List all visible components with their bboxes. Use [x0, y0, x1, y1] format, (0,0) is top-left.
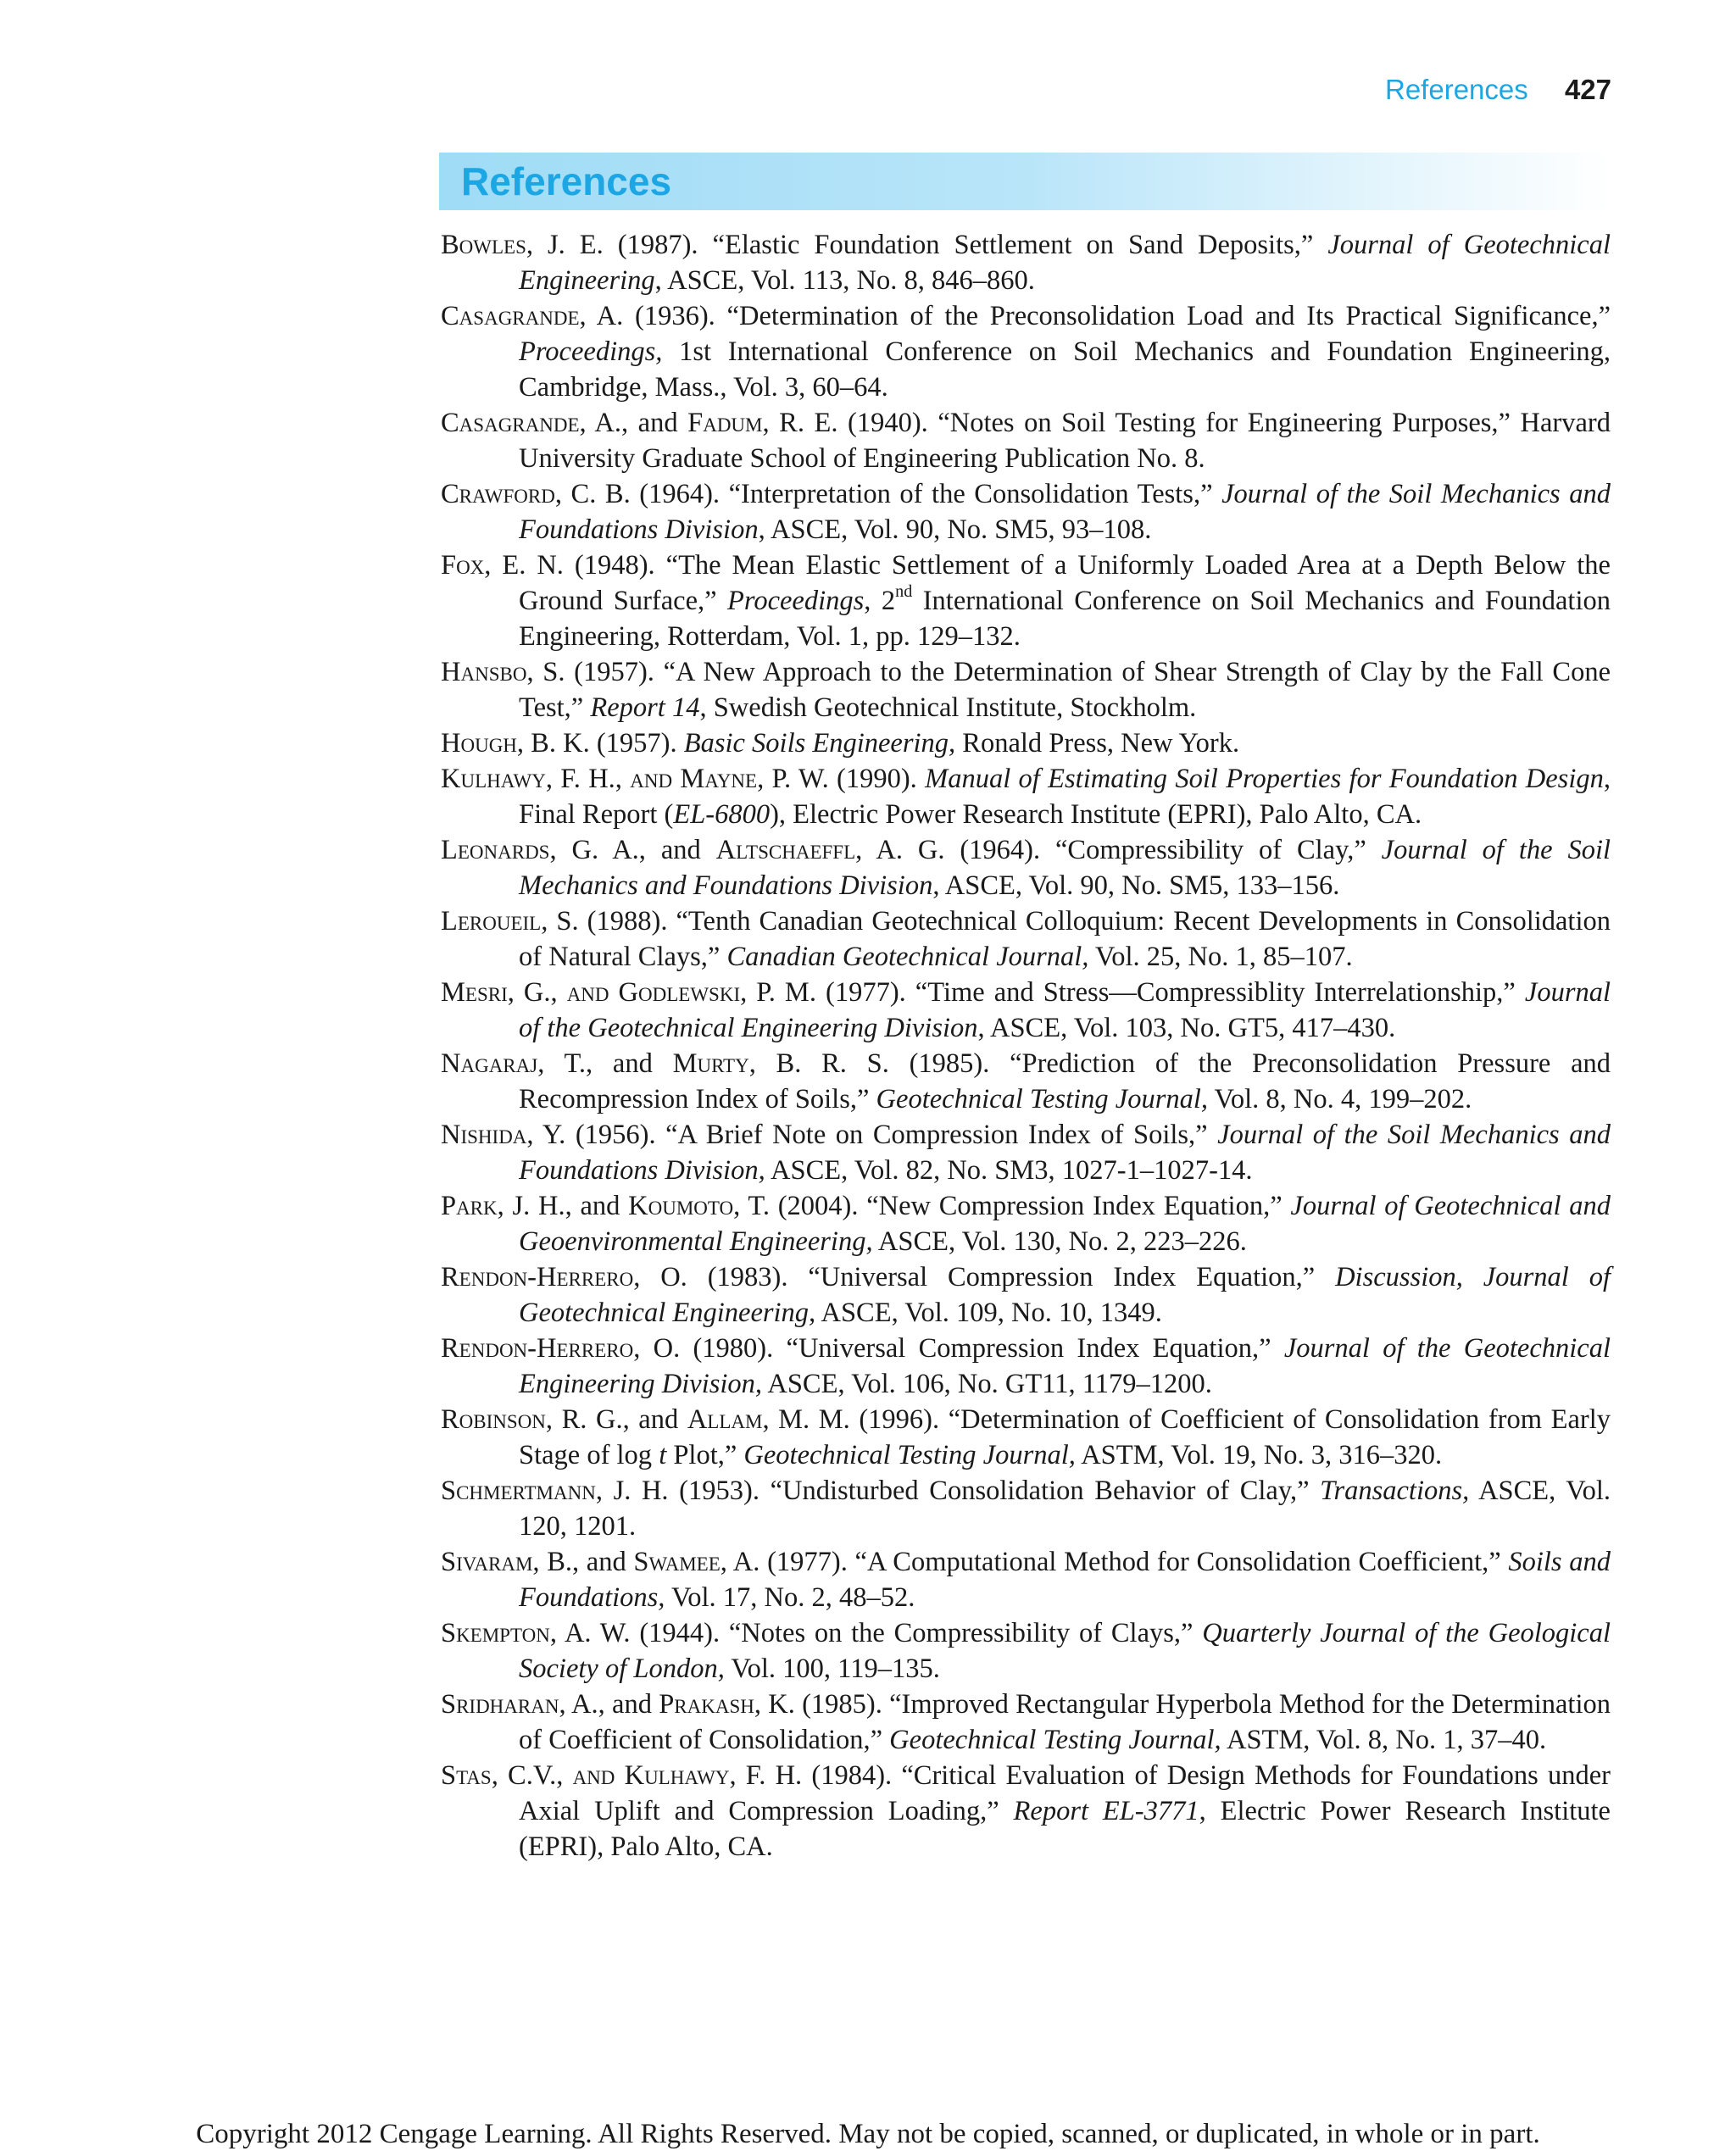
author-name: Kulhawy	[441, 764, 546, 794]
author-name: Altschaeffl	[715, 835, 856, 865]
running-head	[1385, 73, 1611, 107]
page-number: 427	[1564, 74, 1611, 105]
publication-title: Journal of the Geotechnical Engineering Division,	[519, 1333, 1611, 1399]
reference-entry	[441, 476, 1611, 547]
author-name: Murty	[672, 1048, 749, 1079]
publication-title: EL-6800	[673, 799, 771, 830]
author-name: and Mayne	[630, 764, 758, 794]
reference-text: , Y. (1956). “A Brief Note on Compression Index of Soils,”	[526, 1120, 1218, 1150]
publication-title: Quarterly Journal of the Geological Society of London,	[519, 1618, 1611, 1684]
reference-text: , P. W. (1990).	[757, 764, 926, 794]
publication-title: Canadian Geotechnical Journal,	[726, 942, 1089, 972]
author-name: Hansbo	[441, 657, 527, 687]
reference-text: 1st International Conference on Soil Mechanics and Foundation Engineering, Cambridge, Mass., Vol. 3, 60–64.	[519, 336, 1611, 403]
reference-entry	[441, 1687, 1611, 1758]
author-name: Sivaram	[441, 1547, 533, 1577]
reference-entry	[441, 1259, 1611, 1331]
reference-entry	[441, 1544, 1611, 1615]
publication-title: Report EL-3771	[1013, 1796, 1199, 1826]
reference-text: , G.,	[507, 977, 567, 1008]
author-name: Allam	[687, 1404, 763, 1435]
reference-entry	[441, 1046, 1611, 1117]
author-name: and Kulhawy	[572, 1760, 730, 1791]
publication-title: Journal of Geotechnical Engineering	[519, 230, 1611, 296]
reference-text: , T. (2004). “New Compression Index Equation,”	[733, 1191, 1291, 1221]
author-name: Casagrande	[441, 408, 580, 438]
reference-text: Vol. 8, No. 4, 199–202.	[1208, 1084, 1472, 1114]
reference-text: , P. M. (1977). “Time and Stress—Compressiblity Interrelationship,”	[740, 977, 1525, 1008]
reference-text: , Final Report (	[519, 764, 1611, 830]
author-name: Nagaraj	[441, 1048, 538, 1079]
reference-text: , O. (1983). “Universal Compression Index Equation,”	[633, 1262, 1336, 1292]
publication-title: Geotechnical Testing Journal,	[876, 1084, 1209, 1114]
author-name: Schmertmann	[441, 1476, 596, 1506]
reference-entry	[441, 1402, 1611, 1473]
reference-entry	[441, 1188, 1611, 1259]
publication-title: Transactions,	[1320, 1476, 1470, 1506]
reference-entry	[441, 227, 1611, 298]
reference-entry	[441, 547, 1611, 654]
reference-entry	[441, 832, 1611, 903]
reference-text: , ASCE, Vol. 90, No. SM5, 133–156.	[932, 870, 1340, 901]
reference-text: , J. H. (1953). “Undisturbed Consolidation Behavior of Clay,”	[595, 1476, 1321, 1506]
publication-title: Manual of Estimating Soil Properties for Foundation Design	[925, 764, 1604, 794]
author-name: Swamee	[633, 1547, 721, 1577]
author-name: Koumoto	[628, 1191, 734, 1221]
reference-entry	[441, 1473, 1611, 1544]
author-name: Sridharan	[441, 1689, 559, 1720]
reference-text: ASCE, Vol. 109, No. 10, 1349.	[815, 1298, 1162, 1328]
reference-text: , E. N. (1948). “The Mean Elastic Settlement of a Uniformly Loaded Area at a Depth Below the Ground Surface,”	[484, 550, 1611, 616]
reference-text: , B. R. S. (1985). “Prediction of the Preconsolidation Pressure and Recompression Index of Soils,”	[519, 1048, 1611, 1114]
reference-text: , G. A., and	[549, 835, 716, 865]
reference-entry	[441, 654, 1611, 725]
section-heading-band	[439, 153, 1612, 210]
author-name: Bowles	[441, 230, 526, 260]
reference-text: , S. (1957). “A New Approach to the Determination of Shear Strength of Clay by the Fall Cone Test,”	[519, 657, 1611, 723]
reference-text: , A. W. (1944). “Notes on the Compressibility of Clays,”	[549, 1618, 1203, 1648]
reference-text: ASCE, Vol. 106, No. GT11, 1179–1200.	[762, 1369, 1212, 1399]
author-name: Hough	[441, 728, 517, 759]
reference-entry	[441, 903, 1611, 975]
publication-title: t	[659, 1440, 667, 1470]
reference-text: ASCE, Vol. 120, 1201.	[519, 1476, 1611, 1542]
author-name: Mesri	[441, 977, 508, 1008]
author-name: Leroueil	[441, 906, 542, 937]
reference-text: Vol. 17, No. 2, 48–52.	[665, 1582, 915, 1613]
publication-title: Report 14	[590, 692, 700, 723]
reference-text: , S. (1988). “Tenth Canadian Geotechnical Colloquium: Recent Developments in Consolidation of Natural Clays,”	[519, 906, 1611, 972]
reference-text: , 2	[864, 586, 896, 616]
reference-entry	[441, 761, 1611, 832]
reference-text: , A. (1977). “A Computational Method for Consolidation Coefficient,”	[720, 1547, 1509, 1577]
reference-list	[441, 227, 1611, 1865]
author-name: Fox	[441, 550, 485, 581]
reference-text: ASTM, Vol. 19, No. 3, 316–320.	[1075, 1440, 1443, 1470]
publication-title: Proceedings	[727, 586, 865, 616]
reference-entry	[441, 1117, 1611, 1188]
reference-entry	[441, 1331, 1611, 1402]
reference-text: , B., and	[532, 1547, 634, 1577]
publication-title: Discussion, Journal of Geotechnical Engineering,	[519, 1262, 1611, 1328]
reference-text: , A., and	[559, 1689, 659, 1720]
reference-entry	[441, 975, 1611, 1046]
reference-text: Ronald Press, New York.	[955, 728, 1240, 759]
reference-text: , C. B. (1964). “Interpretation of the Consolidation Tests,”	[554, 479, 1222, 509]
author-name: Skempton	[441, 1618, 550, 1648]
reference-text: , R. G., and	[545, 1404, 687, 1435]
publication-title: Basic Soils Engineering,	[683, 728, 956, 759]
reference-text: , A., and	[579, 408, 688, 438]
publication-title: Journal of Geotechnical and Geoenvironmental Engineering,	[519, 1191, 1611, 1257]
reference-text: , M. M. (1996). “Determination of Coefficient of Consolidation from Early Stage of log	[519, 1404, 1611, 1470]
reference-text: , ASCE, Vol. 103, No. GT5, 417–430.	[977, 1013, 1396, 1043]
author-name: Stas	[441, 1760, 492, 1791]
reference-entry	[441, 725, 1611, 761]
reference-text: , Swedish Geotechnical Institute, Stockholm.	[699, 692, 1197, 723]
author-name: Nishida	[441, 1120, 527, 1150]
reference-text: , T., and	[537, 1048, 673, 1079]
section-heading: References	[461, 159, 672, 203]
reference-entry	[441, 1615, 1611, 1687]
author-name: Casagrande	[441, 301, 580, 331]
reference-text: Plot,”	[666, 1440, 744, 1470]
author-name: Crawford	[441, 479, 555, 509]
publication-title: Geotechnical Testing Journal,	[743, 1440, 1076, 1470]
reference-text: Vol. 100, 119–135.	[724, 1654, 940, 1684]
reference-text: , F. H. (1984). “Critical Evaluation of Design Methods for Foundations under Axial Uplift and Compression Loading,”	[519, 1760, 1611, 1826]
reference-text: ASTM, Vol. 8, No. 1, 37–40.	[1221, 1725, 1547, 1755]
publication-title: Journal of the Soil Mechanics and Foundations Division	[519, 479, 1611, 545]
reference-text: nd	[895, 581, 913, 601]
reference-text: , B. K. (1957).	[516, 728, 684, 759]
author-name: Rendon-Herrero	[441, 1333, 634, 1364]
publication-title: Geotechnical Testing Journal,	[889, 1725, 1221, 1755]
reference-text: , ASCE, Vol. 113, No. 8, 846–860.	[654, 265, 1035, 296]
reference-text: , O. (1980). “Universal Compression Index Equation,”	[633, 1333, 1284, 1364]
publication-title: Journal of the Soil Mechanics and Foundations Division	[519, 835, 1611, 901]
reference-text: , ASCE, Vol. 90, No. SM5, 93–108.	[758, 514, 1152, 545]
publication-title: Soils and Foundations,	[519, 1547, 1611, 1613]
reference-text: , J. H., and	[497, 1191, 629, 1221]
author-name: Leonards	[441, 835, 550, 865]
reference-text: , A. (1936). “Determination of the Preconsolidation Load and Its Practical Significance,”	[579, 301, 1611, 331]
author-name: Rendon-Herrero	[441, 1262, 634, 1292]
reference-text: , Electric Power Research Institute (EPRI), Palo Alto, CA.	[519, 1796, 1611, 1862]
reference-entry	[441, 405, 1611, 476]
reference-entry	[441, 298, 1611, 405]
reference-text: , C.V.,	[491, 1760, 573, 1791]
author-name: Park	[441, 1191, 498, 1221]
reference-text: ASCE, Vol. 82, No. SM3, 1027-1–1027-14.	[765, 1155, 1253, 1186]
reference-text: , F. H.,	[545, 764, 631, 794]
author-name: Prakash	[659, 1689, 754, 1720]
reference-text: International Conference on Soil Mechanics and Foundation Engineering, Rotterdam, Vol. 1, pp. 129–132.	[519, 586, 1611, 652]
running-head-title: References	[1385, 74, 1528, 105]
reference-text: Vol. 25, No. 1, 85–107.	[1088, 942, 1353, 972]
author-name: and Godlewski	[566, 977, 741, 1008]
publication-title: Journal of the Soil Mechanics and Foundations Division,	[519, 1120, 1611, 1186]
reference-text: , R. E. (1940). “Notes on Soil Testing for Engineering Purposes,” Harvard University Graduate School of Engineering Publication No. 8.	[519, 408, 1611, 474]
reference-text: , J. E. (1987). “Elastic Foundation Settlement on Sand Deposits,”	[526, 230, 1328, 260]
copyright-footer: Copyright 2012 Cengage Learning. All Rights Reserved. May not be copied, scanned, or duplicated, in whole or in part.	[196, 2119, 1540, 2149]
author-name: Robinson	[441, 1404, 546, 1435]
author-name: Fadum	[687, 408, 763, 438]
reference-entry	[441, 1758, 1611, 1865]
reference-text: ), Electric Power Research Institute (EPRI), Palo Alto, CA.	[770, 799, 1422, 830]
reference-text: , K. (1985). “Improved Rectangular Hyperbola Method for the Determination of Coefficient of Consolidation,”	[519, 1689, 1611, 1755]
reference-text: , A. G. (1964). “Compressibility of Clay,”	[855, 835, 1382, 865]
publication-title: Journal of the Geotechnical Engineering Division	[519, 977, 1611, 1043]
publication-title: Proceedings,	[519, 336, 663, 367]
reference-text: ASCE, Vol. 130, No. 2, 223–226.	[872, 1226, 1247, 1257]
